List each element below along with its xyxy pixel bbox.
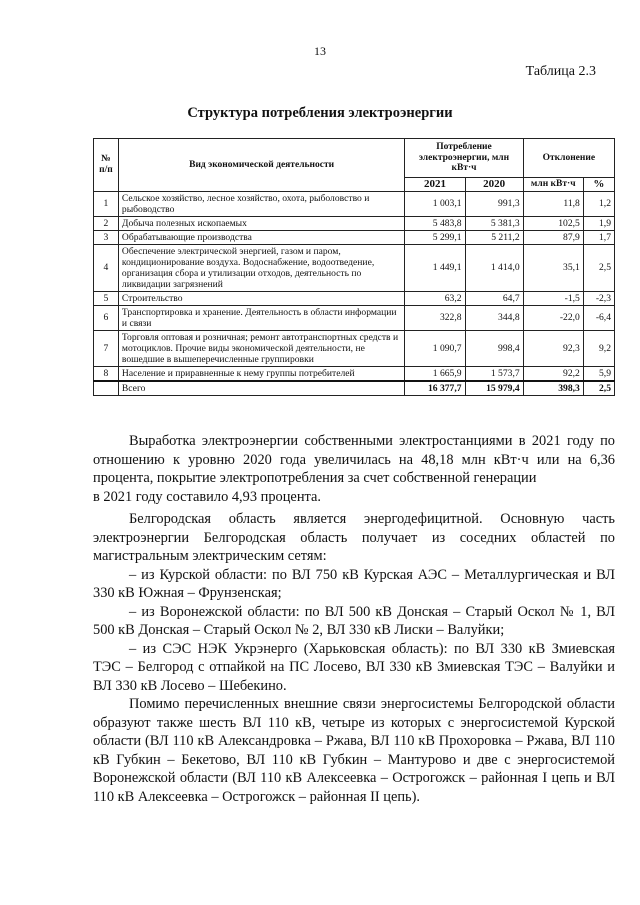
row-activity: Добыча полезных ископаемых [118, 216, 404, 230]
row-deviation: 11,8 [523, 191, 583, 216]
row-percent: -2,3 [583, 291, 614, 305]
row-value-2020: 998,4 [465, 330, 523, 366]
row-number: 7 [94, 330, 119, 366]
row-deviation: 92,2 [523, 366, 583, 381]
row-deviation: -22,0 [523, 305, 583, 330]
total-value-2020: 15 979,4 [465, 381, 523, 396]
total-number [94, 381, 119, 396]
row-activity: Сельское хозяйство, лесное хозяйство, охота, рыболовство и рыбоводство [118, 191, 404, 216]
total-value-2021: 16 377,7 [405, 381, 465, 396]
row-deviation: 92,3 [523, 330, 583, 366]
total-deviation: 398,3 [523, 381, 583, 396]
table-row [94, 291, 615, 305]
row-activity: Обрабатывающие производства [118, 230, 404, 244]
table-label: Таблица 2.3 [525, 64, 596, 79]
header-deviation: Отклонение [523, 139, 614, 178]
row-value-2021: 5 299,1 [405, 230, 465, 244]
header-num: № п/п [94, 139, 119, 192]
row-number: 4 [94, 244, 119, 291]
row-number: 5 [94, 291, 119, 305]
table-row [94, 216, 615, 230]
row-deviation: 35,1 [523, 244, 583, 291]
paragraph-110kv: Помимо перечисленных внешние связи энергосистемы Белгородской области образуют также шесть ВЛ 110 кВ, четыре из которых с энергосистемой Курской области (ВЛ 110 кВ Александровка – Ржава, ВЛ 110 кВ Прохоровка – Ржава, ВЛ 110 кВ Губкин – Бекетово, ВЛ 110 кВ Губкин – Мантурово и две с энергосистемой Воронежской области (ВЛ 110 кВ Алексеевка – Острогожск – районная I цепь и ВЛ 110 кВ Алексеевка – Острогожск – районная II цепь). [93, 696, 615, 805]
row-value-2021: 1 090,7 [405, 330, 465, 366]
row-number: 8 [94, 366, 119, 381]
bullet-kursk: – из Курской области: по ВЛ 750 кВ Курская АЭС – Металлургическая и ВЛ 330 кВ Южная – Фрунзенская; [93, 566, 615, 601]
row-activity: Обеспечение электрической энергией, газом и паром, кондиционирование воздуха. Водоснабжение, водоотведение, организация сбора и утилизации отходов, деятельность по ликвидации загрязнений [118, 244, 404, 291]
row-activity: Транспортировка и хранение. Деятельность в области информации и связи [118, 305, 404, 330]
row-deviation: -1,5 [523, 291, 583, 305]
bullet-voronezh: – из Воронежской области: по ВЛ 500 кВ Донская – Старый Оскол № 1, ВЛ 500 кВ Донская – Старый Оскол № 2, ВЛ 330 кВ Лиски – Валуйки; [93, 603, 615, 638]
row-number: 3 [94, 230, 119, 244]
table-row [94, 330, 615, 366]
row-value-2021: 63,2 [405, 291, 465, 305]
row-percent: 2,5 [583, 244, 614, 291]
row-number: 2 [94, 216, 119, 230]
row-value-2021: 322,8 [405, 305, 465, 330]
table-row [94, 366, 615, 381]
row-value-2021: 1 665,9 [405, 366, 465, 381]
header-year-2021: 2021 [405, 178, 465, 192]
row-value-2020: 344,8 [465, 305, 523, 330]
body-text [93, 432, 615, 806]
row-value-2021: 1 449,1 [405, 244, 465, 291]
page-number: 13 [314, 44, 326, 58]
consumption-table [93, 138, 615, 396]
header-dev-abs: млн кВт·ч [523, 178, 583, 192]
row-percent: 5,9 [583, 366, 614, 381]
paragraph-generation-end: в 2021 году составило 4,93 процента. [93, 488, 321, 505]
row-value-2020: 5 381,3 [465, 216, 523, 230]
row-activity: Торговля оптовая и розничная; ремонт автотранспортных средств и мотоциклов. Прочие виды экономической деятельности, не вошедшие в вышеперечисленные группировки [118, 330, 404, 366]
row-value-2020: 991,3 [465, 191, 523, 216]
row-value-2021: 5 483,8 [405, 216, 465, 230]
row-deviation: 87,9 [523, 230, 583, 244]
row-value-2020: 5 211,2 [465, 230, 523, 244]
header-dev-pct: % [583, 178, 614, 192]
total-percent: 2,5 [583, 381, 614, 396]
row-percent: 1,9 [583, 216, 614, 230]
row-activity: Строительство [118, 291, 404, 305]
row-value-2020: 1 573,7 [465, 366, 523, 381]
table-row [94, 230, 615, 244]
row-number: 1 [94, 191, 119, 216]
row-value-2021: 1 003,1 [405, 191, 465, 216]
bullet-ukrenergo: – из СЭС НЭК Укрэнерго (Харьковская область): по ВЛ 330 кВ Змиевская ТЭС – Белгород с отпайкой на ПС Лосево, ВЛ 330 кВ Змиевская ТЭС – Валуйки и ВЛ 330 кВ Лосево – Шебекино. [93, 640, 615, 694]
row-number: 6 [94, 305, 119, 330]
table-row [94, 305, 615, 330]
table-row [94, 191, 615, 216]
row-value-2020: 64,7 [465, 291, 523, 305]
table-total-row [94, 381, 615, 396]
table-row [94, 244, 615, 291]
header-year-2020: 2020 [465, 178, 523, 192]
header-consumption: Потребление электроэнергии, млн кВт·ч [405, 139, 523, 178]
total-label: Всего [118, 381, 404, 396]
row-percent: 1,7 [583, 230, 614, 244]
table-title: Структура потребления электроэнергии [187, 105, 453, 121]
paragraph-generation: Выработка электроэнергии собственными электростанциями в 2021 году по отношению к уровню 2020 года увеличилась на 48,18 млн кВт·ч или на 6,36 процента, покрытие электропотребления за счет собственной генерации [93, 433, 615, 486]
row-deviation: 102,5 [523, 216, 583, 230]
row-percent: -6,4 [583, 305, 614, 330]
header-activity: Вид экономической деятельности [118, 139, 404, 192]
row-value-2020: 1 414,0 [465, 244, 523, 291]
paragraph-deficit: Белгородская область является энергодефицитной. Основную часть электроэнергии Белгородская область получает из соседних областей по магистральным электрическим сетям: [93, 511, 615, 564]
row-percent: 1,2 [583, 191, 614, 216]
row-percent: 9,2 [583, 330, 614, 366]
row-activity: Население и приравненные к нему группы потребителей [118, 366, 404, 381]
